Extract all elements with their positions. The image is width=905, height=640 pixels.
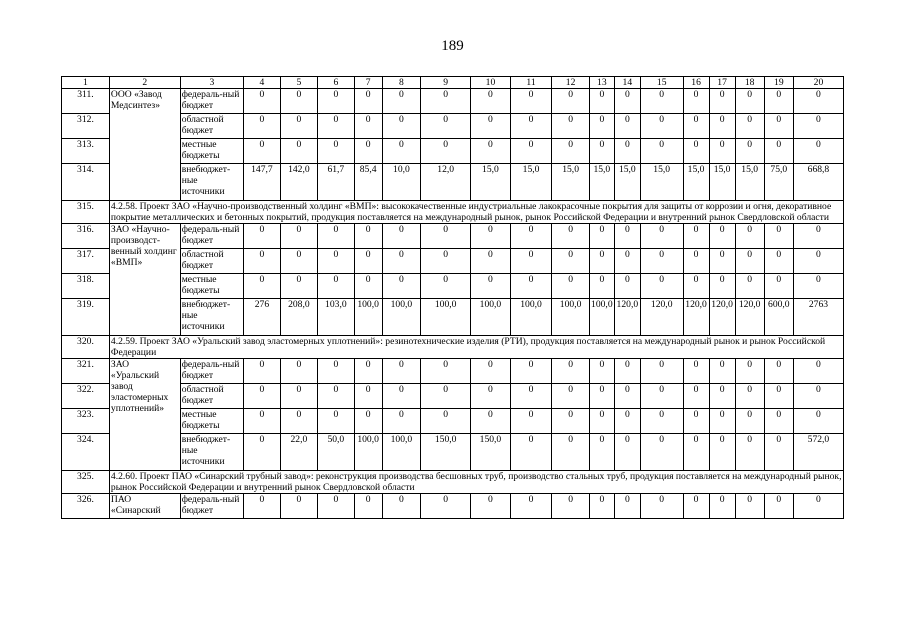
value-cell: 0: [614, 139, 640, 164]
value-cell: 0: [683, 224, 709, 249]
project-row: [62, 336, 844, 359]
value-cell: 0: [244, 114, 280, 139]
value-cell: 0: [614, 434, 640, 471]
value-cell: 0: [589, 139, 614, 164]
value-cell: 0: [471, 494, 511, 519]
row-number: 312.: [62, 114, 110, 139]
value-cell: 147,7: [244, 164, 280, 201]
value-cell: 0: [614, 409, 640, 434]
value-cell: 0: [382, 249, 421, 274]
funding-source: местные бюджеты: [180, 139, 244, 164]
value-cell: 0: [421, 409, 471, 434]
value-cell: 0: [421, 274, 471, 299]
value-cell: 0: [552, 114, 589, 139]
value-cell: 668,8: [793, 164, 843, 201]
value-cell: 0: [709, 139, 735, 164]
funding-source: областной бюджет: [180, 249, 244, 274]
value-cell: 0: [510, 359, 552, 384]
value-cell: 0: [735, 274, 764, 299]
row-number: 323.: [62, 409, 110, 434]
value-cell: 0: [589, 409, 614, 434]
row-number: 320.: [62, 336, 110, 359]
column-header: 14: [614, 77, 640, 89]
value-cell: 276: [244, 299, 280, 336]
value-cell: 0: [244, 359, 280, 384]
value-cell: 100,0: [354, 299, 382, 336]
value-cell: 0: [382, 139, 421, 164]
value-cell: 0: [640, 114, 683, 139]
row-number: 314.: [62, 164, 110, 201]
value-cell: 0: [244, 409, 280, 434]
project-row: [62, 201, 844, 224]
column-header: 5: [280, 77, 317, 89]
value-cell: 0: [354, 224, 382, 249]
column-header: 8: [382, 77, 421, 89]
value-cell: 0: [382, 274, 421, 299]
value-cell: 120,0: [683, 299, 709, 336]
value-cell: 572,0: [793, 434, 843, 471]
value-cell: 0: [510, 384, 552, 409]
value-cell: 0: [318, 249, 354, 274]
column-header: 11: [510, 77, 552, 89]
value-cell: 0: [735, 89, 764, 114]
value-cell: 0: [709, 434, 735, 471]
value-cell: 0: [552, 494, 589, 519]
value-cell: 0: [709, 359, 735, 384]
value-cell: 0: [244, 89, 280, 114]
value-cell: 100,0: [510, 299, 552, 336]
value-cell: 0: [709, 224, 735, 249]
value-cell: 0: [382, 359, 421, 384]
value-cell: 0: [280, 89, 317, 114]
value-cell: 0: [318, 359, 354, 384]
value-cell: 0: [683, 89, 709, 114]
value-cell: 0: [471, 384, 511, 409]
column-header: 17: [709, 77, 735, 89]
value-cell: 0: [683, 359, 709, 384]
value-cell: 0: [793, 409, 843, 434]
value-cell: 0: [552, 434, 589, 471]
value-cell: 50,0: [318, 434, 354, 471]
value-cell: 0: [471, 249, 511, 274]
value-cell: 0: [510, 139, 552, 164]
row-number: 325.: [62, 471, 110, 494]
value-cell: 0: [510, 434, 552, 471]
value-cell: 0: [471, 359, 511, 384]
row-number: 317.: [62, 249, 110, 274]
value-cell: 0: [640, 224, 683, 249]
row-number: 326.: [62, 494, 110, 519]
value-cell: 0: [764, 359, 793, 384]
value-cell: 0: [764, 274, 793, 299]
value-cell: 100,0: [382, 299, 421, 336]
value-cell: 2763: [793, 299, 843, 336]
value-cell: 0: [764, 384, 793, 409]
column-header: 6: [318, 77, 354, 89]
value-cell: 0: [244, 274, 280, 299]
value-cell: 0: [589, 384, 614, 409]
value-cell: 0: [318, 384, 354, 409]
value-cell: 0: [510, 409, 552, 434]
value-cell: 0: [735, 434, 764, 471]
value-cell: 0: [614, 114, 640, 139]
value-cell: 0: [382, 384, 421, 409]
value-cell: 0: [614, 359, 640, 384]
value-cell: 0: [318, 114, 354, 139]
row-number: 319.: [62, 299, 110, 336]
column-header: 13: [589, 77, 614, 89]
value-cell: 0: [244, 434, 280, 471]
value-cell: 0: [683, 249, 709, 274]
funding-source: местные бюджеты: [180, 274, 244, 299]
value-cell: 0: [764, 224, 793, 249]
value-cell: 120,0: [640, 299, 683, 336]
column-header: 1: [62, 77, 110, 89]
value-cell: 15,0: [510, 164, 552, 201]
value-cell: 0: [244, 384, 280, 409]
value-cell: 15,0: [552, 164, 589, 201]
project-description: 4.2.60. Проект ПАО «Синарский трубный завод»: реконструкция производства бесшовных труб, производство стальных труб, продукция поставляется на международный рынок, рынок Российской Федерации и внутренний рынок Свердловской области: [110, 471, 842, 493]
value-cell: 0: [589, 434, 614, 471]
value-cell: 0: [471, 274, 511, 299]
header-row: [62, 77, 844, 89]
value-cell: 0: [614, 274, 640, 299]
value-cell: 0: [614, 384, 640, 409]
value-cell: 75,0: [764, 164, 793, 201]
value-cell: 0: [683, 274, 709, 299]
value-cell: 0: [764, 89, 793, 114]
value-cell: 12,0: [421, 164, 471, 201]
page-number: 189: [441, 38, 464, 54]
value-cell: 15,0: [640, 164, 683, 201]
row-number: 311.: [62, 89, 110, 114]
value-cell: 0: [382, 494, 421, 519]
value-cell: 0: [735, 359, 764, 384]
value-cell: 0: [354, 89, 382, 114]
column-header: 20: [793, 77, 843, 89]
value-cell: 0: [709, 409, 735, 434]
column-header: 9: [421, 77, 471, 89]
row-number: 318.: [62, 274, 110, 299]
value-cell: 0: [318, 274, 354, 299]
value-cell: 0: [552, 139, 589, 164]
value-cell: 0: [244, 249, 280, 274]
value-cell: 0: [280, 274, 317, 299]
value-cell: 0: [640, 409, 683, 434]
value-cell: 0: [510, 114, 552, 139]
budget-table: [61, 76, 844, 519]
project-description: 4.2.59. Проект ЗАО «Уральский завод эластомерных уплотнений»: резинотехнические изделия (РТИ), продукция поставляется на международный рынок и рынок Российской Федерации: [109, 336, 843, 359]
row-number: 322.: [62, 384, 110, 409]
value-cell: 0: [709, 249, 735, 274]
organization-name: ЗАО «Уральский завод эластомерных уплотнений»: [109, 359, 180, 471]
funding-source: областной бюджет: [180, 114, 244, 139]
value-cell: 0: [735, 249, 764, 274]
value-cell: 0: [735, 409, 764, 434]
value-cell: 0: [764, 434, 793, 471]
value-cell: 0: [552, 409, 589, 434]
funding-source: федераль-ный бюджет: [180, 494, 244, 519]
row-number: 316.: [62, 224, 110, 249]
value-cell: 0: [318, 89, 354, 114]
value-cell: 0: [683, 494, 709, 519]
value-cell: 0: [709, 274, 735, 299]
value-cell: 0: [510, 249, 552, 274]
funding-source: федераль-ный бюджет: [180, 359, 244, 384]
value-cell: 0: [589, 359, 614, 384]
value-cell: 0: [614, 249, 640, 274]
value-cell: 0: [735, 139, 764, 164]
value-cell: 0: [709, 114, 735, 139]
value-cell: 0: [354, 114, 382, 139]
value-cell: 0: [421, 224, 471, 249]
value-cell: 0: [280, 139, 317, 164]
table-row: [62, 89, 844, 114]
value-cell: 100,0: [552, 299, 589, 336]
value-cell: 0: [793, 359, 843, 384]
value-cell: 0: [421, 384, 471, 409]
value-cell: 0: [614, 494, 640, 519]
row-number: 324.: [62, 434, 110, 471]
value-cell: 0: [614, 89, 640, 114]
value-cell: 0: [318, 224, 354, 249]
value-cell: 0: [764, 494, 793, 519]
value-cell: 0: [552, 384, 589, 409]
value-cell: 0: [421, 89, 471, 114]
value-cell: 0: [354, 274, 382, 299]
value-cell: 22,0: [280, 434, 317, 471]
value-cell: 0: [382, 409, 421, 434]
value-cell: 142,0: [280, 164, 317, 201]
value-cell: 0: [382, 89, 421, 114]
funding-source: внебюджет-ные источники: [180, 434, 244, 471]
value-cell: 0: [640, 359, 683, 384]
column-header: 15: [640, 77, 683, 89]
value-cell: 0: [354, 249, 382, 274]
value-cell: 0: [735, 494, 764, 519]
value-cell: 0: [552, 274, 589, 299]
value-cell: 0: [683, 409, 709, 434]
value-cell: 0: [793, 274, 843, 299]
column-header: 2: [109, 77, 180, 89]
value-cell: 0: [471, 139, 511, 164]
value-cell: 0: [354, 139, 382, 164]
value-cell: 0: [589, 274, 614, 299]
value-cell: 0: [318, 494, 354, 519]
value-cell: 0: [735, 224, 764, 249]
value-cell: 0: [471, 224, 511, 249]
value-cell: 0: [793, 89, 843, 114]
value-cell: 0: [280, 249, 317, 274]
value-cell: 0: [421, 114, 471, 139]
value-cell: 0: [764, 139, 793, 164]
value-cell: 0: [552, 89, 589, 114]
value-cell: 0: [244, 494, 280, 519]
column-header: 10: [471, 77, 511, 89]
value-cell: 0: [280, 359, 317, 384]
row-number: 321.: [62, 359, 110, 384]
value-cell: 0: [764, 409, 793, 434]
table-row: [62, 494, 844, 519]
value-cell: 0: [552, 359, 589, 384]
value-cell: 0: [640, 274, 683, 299]
column-header: 3: [180, 77, 244, 89]
value-cell: 0: [735, 384, 764, 409]
column-header: 4: [244, 77, 280, 89]
value-cell: 0: [793, 494, 843, 519]
funding-source: федераль-ный бюджет: [180, 224, 244, 249]
value-cell: 0: [764, 114, 793, 139]
project-row: [62, 471, 844, 494]
column-header: 19: [764, 77, 793, 89]
value-cell: 0: [552, 224, 589, 249]
value-cell: 0: [421, 139, 471, 164]
value-cell: 100,0: [354, 434, 382, 471]
value-cell: 0: [244, 224, 280, 249]
row-number: 313.: [62, 139, 110, 164]
value-cell: 0: [793, 224, 843, 249]
table-row: [62, 224, 844, 249]
value-cell: 15,0: [709, 164, 735, 201]
value-cell: 0: [421, 359, 471, 384]
value-cell: 0: [421, 494, 471, 519]
value-cell: 0: [589, 494, 614, 519]
column-header: 12: [552, 77, 589, 89]
value-cell: 0: [793, 249, 843, 274]
value-cell: 0: [421, 249, 471, 274]
value-cell: 0: [471, 89, 511, 114]
value-cell: 0: [471, 409, 511, 434]
project-description: 4.2.58. Проект ЗАО «Научно-производственный холдинг «ВМП»: высококачественные индустриальные лакокрасочные покрытия для защиты от коррозии и огня, декоративное покрытие металлических и бетонных покрытий, продукция поставляется на международный рынок, рынок Российской Федерации и внутренний рынок Свердловской области: [109, 201, 843, 224]
value-cell: 120,0: [709, 299, 735, 336]
value-cell: 0: [683, 139, 709, 164]
column-header: 16: [683, 77, 709, 89]
value-cell: 0: [640, 139, 683, 164]
value-cell: 0: [614, 224, 640, 249]
value-cell: 0: [471, 114, 511, 139]
value-cell: 0: [510, 274, 552, 299]
value-cell: 0: [280, 494, 317, 519]
value-cell: 100,0: [589, 299, 614, 336]
value-cell: 0: [793, 384, 843, 409]
value-cell: 0: [280, 224, 317, 249]
value-cell: 103,0: [318, 299, 354, 336]
value-cell: 0: [764, 249, 793, 274]
value-cell: 0: [280, 409, 317, 434]
value-cell: 0: [640, 249, 683, 274]
value-cell: 120,0: [614, 299, 640, 336]
value-cell: 120,0: [735, 299, 764, 336]
funding-source: федераль-ный бюджет: [180, 89, 244, 114]
organization-name: ПАО «Синарский: [109, 494, 180, 519]
value-cell: 0: [382, 114, 421, 139]
value-cell: 0: [589, 249, 614, 274]
value-cell: 0: [589, 89, 614, 114]
funding-source: внебюджет-ные источники: [180, 164, 244, 201]
organization-name: ЗАО «Научно-производст-венный холдинг «ВМП»: [109, 224, 180, 336]
value-cell: 61,7: [318, 164, 354, 201]
value-cell: 208,0: [280, 299, 317, 336]
value-cell: 0: [735, 114, 764, 139]
value-cell: 0: [354, 409, 382, 434]
value-cell: 0: [640, 89, 683, 114]
organization-name: ООО «Завод Медсинтез»: [109, 89, 180, 201]
value-cell: 0: [709, 384, 735, 409]
value-cell: 150,0: [421, 434, 471, 471]
value-cell: 0: [318, 409, 354, 434]
value-cell: 0: [589, 114, 614, 139]
value-cell: 0: [510, 89, 552, 114]
value-cell: 0: [709, 89, 735, 114]
value-cell: 15,0: [683, 164, 709, 201]
value-cell: 0: [318, 139, 354, 164]
value-cell: 0: [640, 384, 683, 409]
value-cell: 15,0: [471, 164, 511, 201]
value-cell: 0: [640, 434, 683, 471]
value-cell: 100,0: [382, 434, 421, 471]
row-number: 315.: [62, 201, 110, 224]
value-cell: 0: [640, 494, 683, 519]
column-header: 18: [735, 77, 764, 89]
value-cell: 0: [354, 494, 382, 519]
value-cell: 0: [683, 434, 709, 471]
value-cell: 0: [354, 359, 382, 384]
value-cell: 10,0: [382, 164, 421, 201]
value-cell: 15,0: [589, 164, 614, 201]
value-cell: 0: [793, 114, 843, 139]
value-cell: 150,0: [471, 434, 511, 471]
value-cell: 0: [510, 494, 552, 519]
value-cell: 0: [683, 384, 709, 409]
column-header: 7: [354, 77, 382, 89]
value-cell: 0: [683, 114, 709, 139]
value-cell: 600,0: [764, 299, 793, 336]
value-cell: 15,0: [735, 164, 764, 201]
value-cell: 0: [589, 224, 614, 249]
funding-source: внебюджет-ные источники: [180, 299, 244, 336]
value-cell: 0: [280, 384, 317, 409]
value-cell: 85,4: [354, 164, 382, 201]
value-cell: 0: [552, 249, 589, 274]
value-cell: 0: [280, 114, 317, 139]
funding-source: областной бюджет: [180, 384, 244, 409]
value-cell: 0: [510, 224, 552, 249]
value-cell: 0: [354, 384, 382, 409]
table-row: [62, 359, 844, 384]
value-cell: 100,0: [471, 299, 511, 336]
funding-source: местные бюджеты: [180, 409, 244, 434]
value-cell: 0: [709, 494, 735, 519]
value-cell: 0: [382, 224, 421, 249]
value-cell: 0: [244, 139, 280, 164]
value-cell: 100,0: [421, 299, 471, 336]
value-cell: 15,0: [614, 164, 640, 201]
value-cell: 0: [793, 139, 843, 164]
